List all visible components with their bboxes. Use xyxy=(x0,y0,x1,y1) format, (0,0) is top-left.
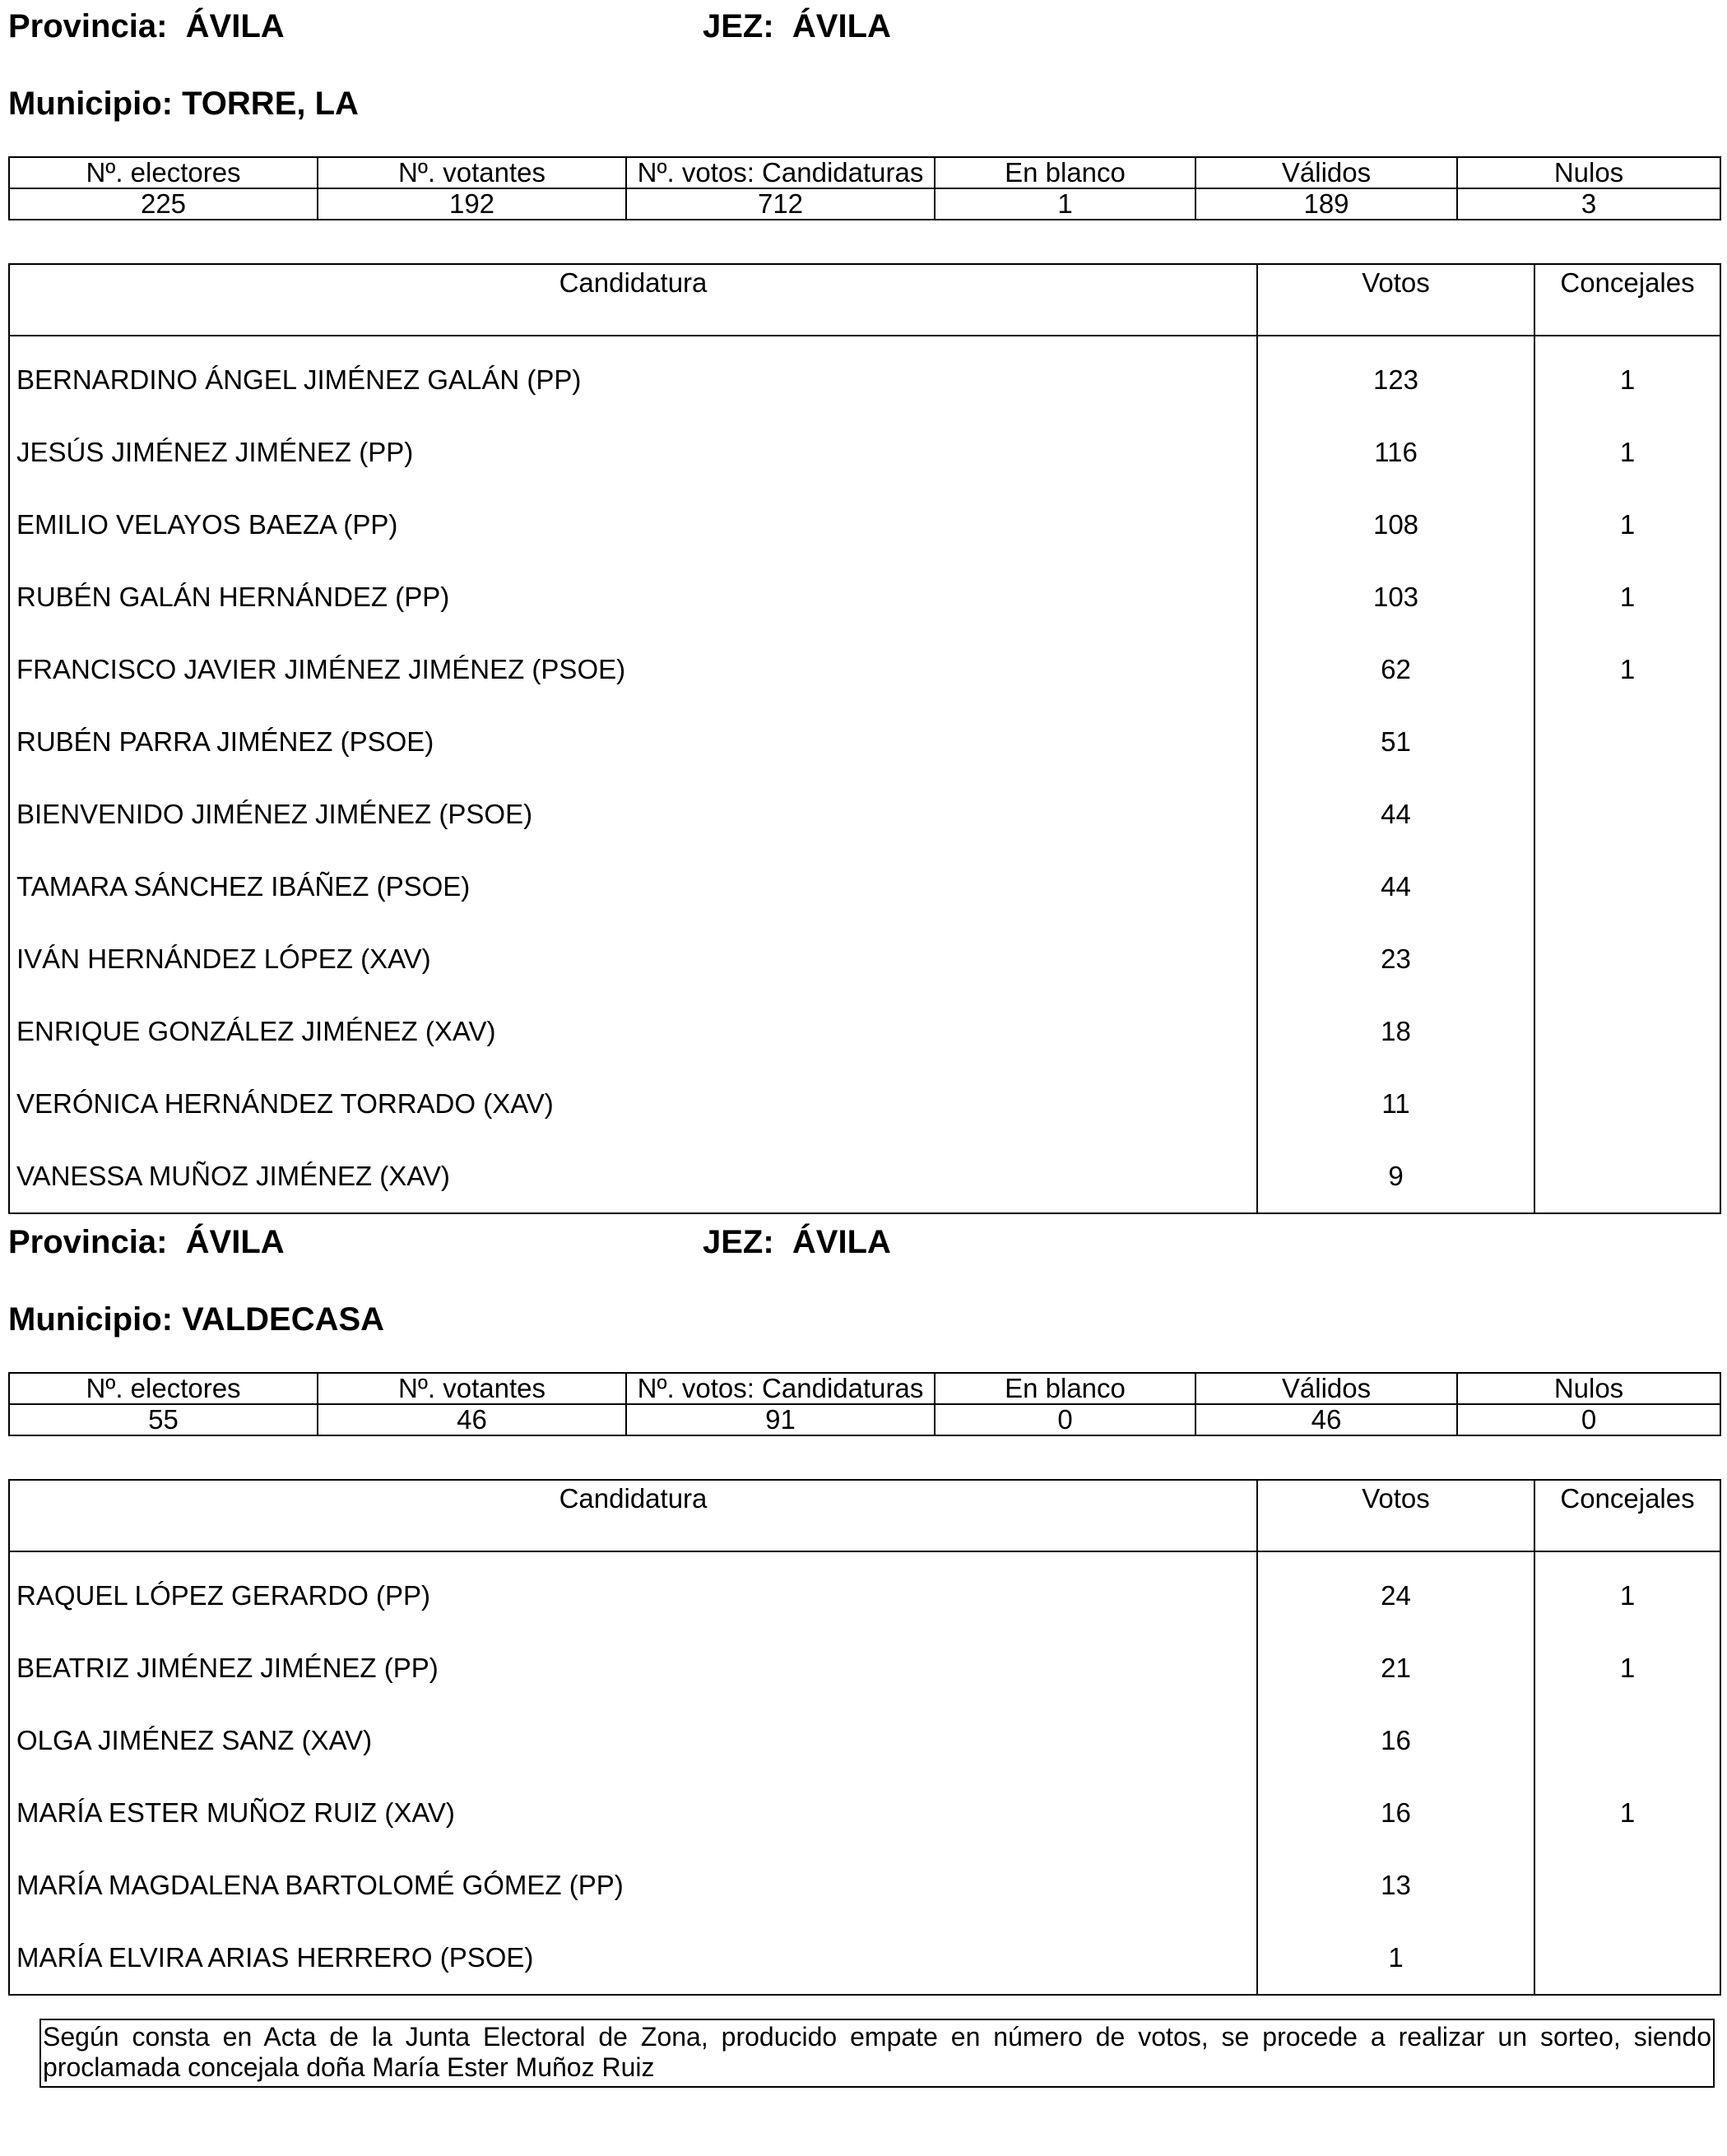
provincia-label: Provincia: xyxy=(8,8,168,44)
municipio-heading xyxy=(8,1300,384,1339)
stats-table xyxy=(8,156,1721,220)
candidate-row xyxy=(9,561,1720,633)
stats-value-row xyxy=(9,1404,1720,1435)
stats-header-cell: Nº. votantes xyxy=(318,157,626,188)
jez-heading xyxy=(703,7,891,46)
candidate-row xyxy=(9,416,1720,489)
candidate-name: BEATRIZ JIMÉNEZ JIMÉNEZ (PP) xyxy=(9,1632,1257,1704)
jez-label: JEZ: xyxy=(703,1224,774,1260)
candidate-name: RAQUEL LÓPEZ GERARDO (PP) xyxy=(9,1551,1257,1632)
jez-heading xyxy=(703,1222,891,1262)
candidate-votes: 1 xyxy=(1257,1922,1534,1995)
stats-value-row xyxy=(9,188,1720,220)
candidate-concejales xyxy=(1534,1849,1720,1922)
stats-header-cell: Nulos xyxy=(1457,157,1720,188)
stats-value-cell: 91 xyxy=(626,1404,935,1435)
candidate-name: MARÍA ESTER MUÑOZ RUIZ (XAV) xyxy=(9,1777,1257,1849)
candidate-row xyxy=(9,1849,1720,1922)
candidate-votes: 18 xyxy=(1257,995,1534,1068)
candidate-name: MARÍA MAGDALENA BARTOLOMÉ GÓMEZ (PP) xyxy=(9,1849,1257,1922)
candidate-concejales: 1 xyxy=(1534,1632,1720,1704)
stats-header-cell: Nº. votos: Candidaturas xyxy=(626,1373,935,1404)
candidate-name: VANESSA MUÑOZ JIMÉNEZ (XAV) xyxy=(9,1140,1257,1213)
candidate-name: RUBÉN PARRA JIMÉNEZ (PSOE) xyxy=(9,706,1257,778)
stats-header-cell: En blanco xyxy=(935,157,1195,188)
municipio-label: Municipio: xyxy=(8,86,173,122)
provincia-value: ÁVILA xyxy=(185,1224,285,1260)
col-votos: Votos xyxy=(1257,264,1534,336)
candidate-row xyxy=(9,1922,1720,1995)
candidate-concejales xyxy=(1534,851,1720,923)
candidate-votes: 62 xyxy=(1257,633,1534,706)
stats-table xyxy=(8,1372,1721,1436)
stats-value-cell: 1 xyxy=(935,188,1195,220)
municipio-value: TORRE, LA xyxy=(182,86,359,122)
candidate-row xyxy=(9,1632,1720,1704)
stats-value-cell: 192 xyxy=(318,188,626,220)
candidate-row xyxy=(9,851,1720,923)
candidate-votes: 11 xyxy=(1257,1068,1534,1140)
jez-label: JEZ: xyxy=(703,8,774,44)
candidate-votes: 9 xyxy=(1257,1140,1534,1213)
stats-value-cell: 712 xyxy=(626,188,935,220)
candidate-concejales xyxy=(1534,1922,1720,1995)
stats-value-cell: 0 xyxy=(1457,1404,1720,1435)
candidate-concejales: 1 xyxy=(1534,561,1720,633)
col-concejales: Concejales xyxy=(1534,264,1720,336)
candidate-votes: 24 xyxy=(1257,1551,1534,1632)
candidate-votes: 16 xyxy=(1257,1704,1534,1777)
col-candidatura: Candidatura xyxy=(9,1480,1257,1551)
col-candidatura: Candidatura xyxy=(9,264,1257,336)
candidate-row xyxy=(9,633,1720,706)
candidate-votes: 23 xyxy=(1257,923,1534,995)
candidate-name: JESÚS JIMÉNEZ JIMÉNEZ (PP) xyxy=(9,416,1257,489)
candidate-votes: 44 xyxy=(1257,851,1534,923)
candidate-concejales: 1 xyxy=(1534,633,1720,706)
candidate-votes: 16 xyxy=(1257,1777,1534,1849)
provincia-value: ÁVILA xyxy=(185,8,285,44)
tie-break-note: Según consta en Acta de la Junta Electoral de Zona, producido empate en número de votos, se procede a realizar un sorteo, siendo proclamada concejala doña María Ester Muñoz Ruiz xyxy=(39,2019,1715,2088)
candidate-name: RUBÉN GALÁN HERNÁNDEZ (PP) xyxy=(9,561,1257,633)
municipio-label: Municipio: xyxy=(8,1301,173,1338)
stats-value-cell: 46 xyxy=(318,1404,626,1435)
stats-value-cell: 0 xyxy=(935,1404,1195,1435)
candidates-table xyxy=(8,1479,1721,1996)
candidate-votes: 123 xyxy=(1257,336,1534,416)
candidate-name: OLGA JIMÉNEZ SANZ (XAV) xyxy=(9,1704,1257,1777)
candidate-votes: 44 xyxy=(1257,778,1534,851)
municipio-heading xyxy=(8,84,359,123)
candidate-votes: 51 xyxy=(1257,706,1534,778)
candidate-name: FRANCISCO JAVIER JIMÉNEZ JIMÉNEZ (PSOE) xyxy=(9,633,1257,706)
candidate-concejales xyxy=(1534,1068,1720,1140)
stats-header-cell: Nº. electores xyxy=(9,1373,318,1404)
stats-header-cell: Nulos xyxy=(1457,1373,1720,1404)
candidate-concejales xyxy=(1534,778,1720,851)
candidates-table xyxy=(8,263,1721,1214)
stats-value-cell: 225 xyxy=(9,188,318,220)
candidate-concejales xyxy=(1534,706,1720,778)
stats-value-cell: 46 xyxy=(1195,1404,1457,1435)
candidate-row xyxy=(9,923,1720,995)
stats-value-cell: 3 xyxy=(1457,188,1720,220)
candidate-votes: 116 xyxy=(1257,416,1534,489)
candidate-row xyxy=(9,778,1720,851)
provincia-heading xyxy=(8,7,285,46)
stats-header-row xyxy=(9,157,1720,188)
provincia-heading xyxy=(8,1222,285,1262)
stats-value-cell: 55 xyxy=(9,1404,318,1435)
col-concejales: Concejales xyxy=(1534,1480,1720,1551)
stats-header-cell: En blanco xyxy=(935,1373,1195,1404)
candidate-concejales: 1 xyxy=(1534,1551,1720,1632)
candidate-concejales xyxy=(1534,923,1720,995)
candidate-name: VERÓNICA HERNÁNDEZ TORRADO (XAV) xyxy=(9,1068,1257,1140)
candidate-name: ENRIQUE GONZÁLEZ JIMÉNEZ (XAV) xyxy=(9,995,1257,1068)
candidate-concejales: 1 xyxy=(1534,1777,1720,1849)
candidate-votes: 13 xyxy=(1257,1849,1534,1922)
candidate-votes: 103 xyxy=(1257,561,1534,633)
stats-header-cell: Válidos xyxy=(1195,1373,1457,1404)
stats-header-row xyxy=(9,1373,1720,1404)
municipio-value: VALDECASA xyxy=(182,1301,385,1338)
candidate-row xyxy=(9,1551,1720,1632)
col-votos: Votos xyxy=(1257,1480,1534,1551)
candidate-row xyxy=(9,1140,1720,1213)
stats-header-cell: Nº. electores xyxy=(9,157,318,188)
candidate-concejales xyxy=(1534,1140,1720,1213)
candidate-concejales: 1 xyxy=(1534,336,1720,416)
candidate-row xyxy=(9,1068,1720,1140)
stats-value-cell: 189 xyxy=(1195,188,1457,220)
candidate-row xyxy=(9,706,1720,778)
provincia-label: Provincia: xyxy=(8,1224,168,1260)
jez-value: ÁVILA xyxy=(792,8,891,44)
stats-header-cell: Nº. votos: Candidaturas xyxy=(626,157,935,188)
candidate-name: MARÍA ELVIRA ARIAS HERRERO (PSOE) xyxy=(9,1922,1257,1995)
candidate-concejales xyxy=(1534,1704,1720,1777)
candidate-row xyxy=(9,336,1720,416)
candidate-concejales: 1 xyxy=(1534,489,1720,561)
candidate-name: EMILIO VELAYOS BAEZA (PP) xyxy=(9,489,1257,561)
candidate-name: IVÁN HERNÁNDEZ LÓPEZ (XAV) xyxy=(9,923,1257,995)
candidate-row xyxy=(9,1704,1720,1777)
stats-header-cell: Válidos xyxy=(1195,157,1457,188)
candidate-concejales: 1 xyxy=(1534,416,1720,489)
candidate-name: BIENVENIDO JIMÉNEZ JIMÉNEZ (PSOE) xyxy=(9,778,1257,851)
candidate-row xyxy=(9,489,1720,561)
candidates-header-row xyxy=(9,264,1720,336)
candidate-concejales xyxy=(1534,995,1720,1068)
candidates-header-row xyxy=(9,1480,1720,1551)
stats-header-cell: Nº. votantes xyxy=(318,1373,626,1404)
candidate-name: TAMARA SÁNCHEZ IBÁÑEZ (PSOE) xyxy=(9,851,1257,923)
candidate-name: BERNARDINO ÁNGEL JIMÉNEZ GALÁN (PP) xyxy=(9,336,1257,416)
jez-value: ÁVILA xyxy=(792,1224,891,1260)
candidate-votes: 108 xyxy=(1257,489,1534,561)
candidate-votes: 21 xyxy=(1257,1632,1534,1704)
candidate-row xyxy=(9,995,1720,1068)
candidate-row xyxy=(9,1777,1720,1849)
